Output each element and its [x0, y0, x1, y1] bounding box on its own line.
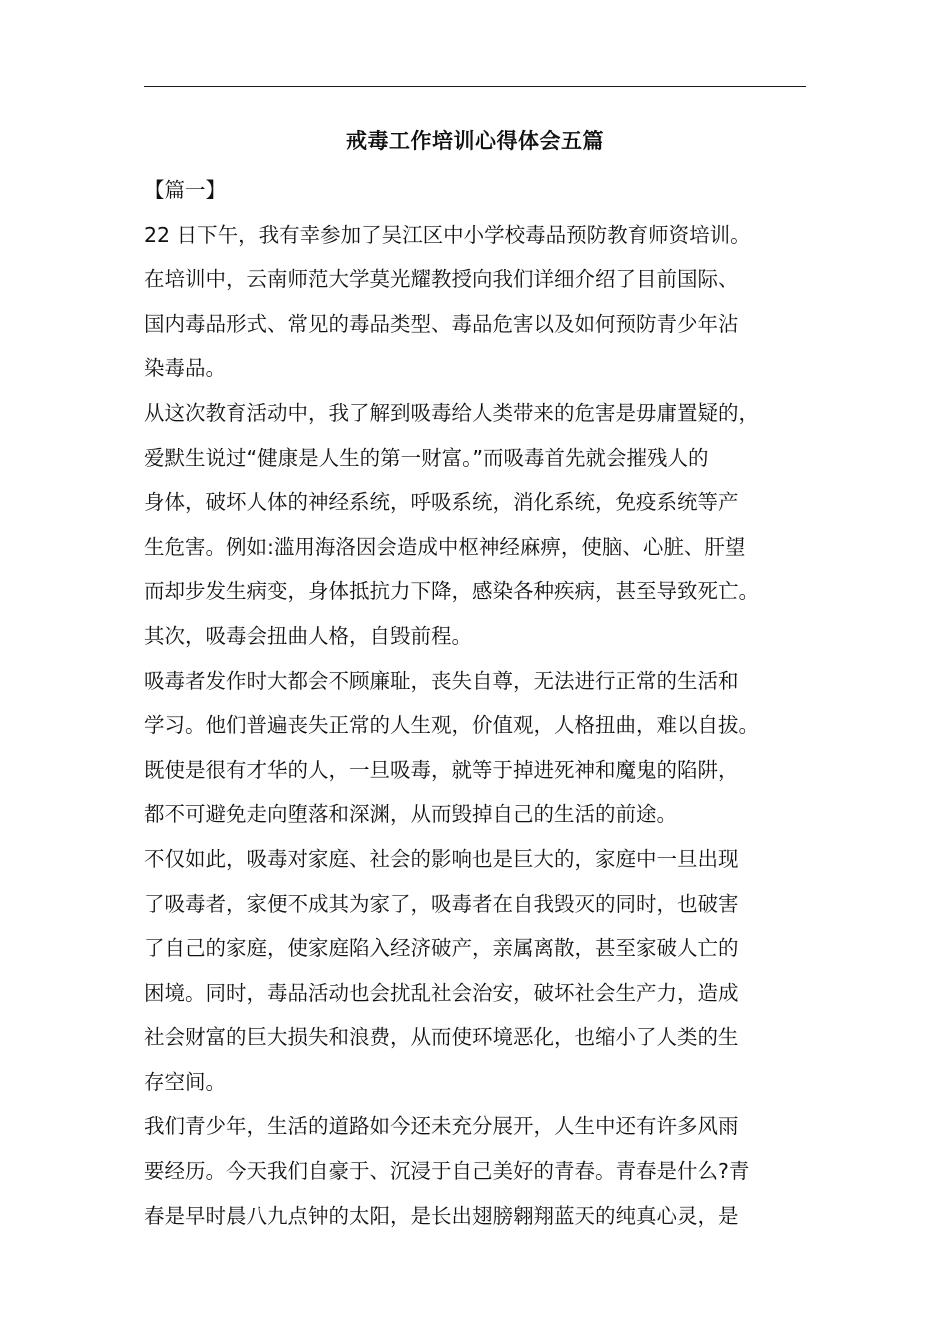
text-line: 爱默生说过“健康是人生的第一财富。”而吸毒首先就会摧残人的: [144, 445, 709, 470]
header-rule: [144, 86, 806, 87]
document-title: 戒毒工作培训心得体会五篇: [346, 129, 604, 153]
text-line: 国内毒品形式、常见的毒品类型、毒品危害以及如何预防青少年沾: [144, 311, 739, 336]
text-line: 春是早时晨八九点钟的太阳，是长出翅膀翱翔蓝天的纯真心灵，是: [144, 1203, 739, 1228]
text-line: 了自己的家庭，使家庭陷入经济破产，亲属离散，甚至家破人亡的: [144, 936, 739, 961]
text-line: 其次，吸毒会扭曲人格，自毁前程。: [144, 623, 472, 648]
text-line: 身体，破坏人体的神经系统，呼吸系统，消化系统，免疫系统等产: [144, 490, 739, 515]
text-line: 生危害。例如:滥用海洛因会造成中枢神经麻痹，使脑、心脏、肝望: [144, 534, 746, 559]
text-line: 在培训中，云南师范大学莫光耀教授向我们详细介绍了目前国际、: [144, 267, 739, 292]
text-line: 【篇一】: [144, 178, 226, 202]
text-line: 而却步发生病变，身体抵抗力下降，感染各种疾病，甚至导致死亡。: [144, 579, 759, 604]
text-line: 存空间。: [144, 1069, 226, 1094]
text-line: 困境。同时，毒品活动也会扰乱社会治安，破坏社会生产力，造成: [144, 980, 739, 1005]
text-line: 吸毒者发作时大都会不顾廉耻，丧失自尊，无法进行正常的生活和: [144, 668, 739, 693]
text-line: 了吸毒者，家便不成其为家了，吸毒者在自我毁灭的同时，也破害: [144, 891, 739, 916]
text-line: 从这次教育活动中，我了解到吸毒给人类带来的危害是毋庸置疑的，: [144, 400, 759, 425]
text-line: 学习。他们普遍丧失正常的人生观，价值观，人格扭曲，难以自拔。: [144, 713, 759, 738]
document-body: [144, 168, 816, 1238]
text-line: 染毒品。: [144, 356, 226, 381]
text-line: 要经历。今天我们自豪于、沉浸于自己美好的青春。青春是什么?青: [144, 1159, 750, 1184]
text-line: 都不可避免走向堕落和深渊，从而毁掉自己的生活的前途。: [144, 802, 677, 827]
text-line: 22 日下午，我有幸参加了吴江区中小学校毒品预防教育师资培训。: [144, 222, 751, 247]
text-line: 我们青少年，生活的道路如今还未充分展开，人生中还有许多风雨: [144, 1114, 739, 1139]
text-line: 社会财富的巨大损失和浪费，从而使环境恶化，也缩小了人类的生: [144, 1025, 739, 1050]
text-line: 既使是很有才华的人，一旦吸毒，就等于掉进死神和魔鬼的陷阱，: [144, 757, 739, 782]
text-line: 不仅如此，吸毒对家庭、社会的影响也是巨大的，家庭中一旦出现: [144, 846, 739, 871]
